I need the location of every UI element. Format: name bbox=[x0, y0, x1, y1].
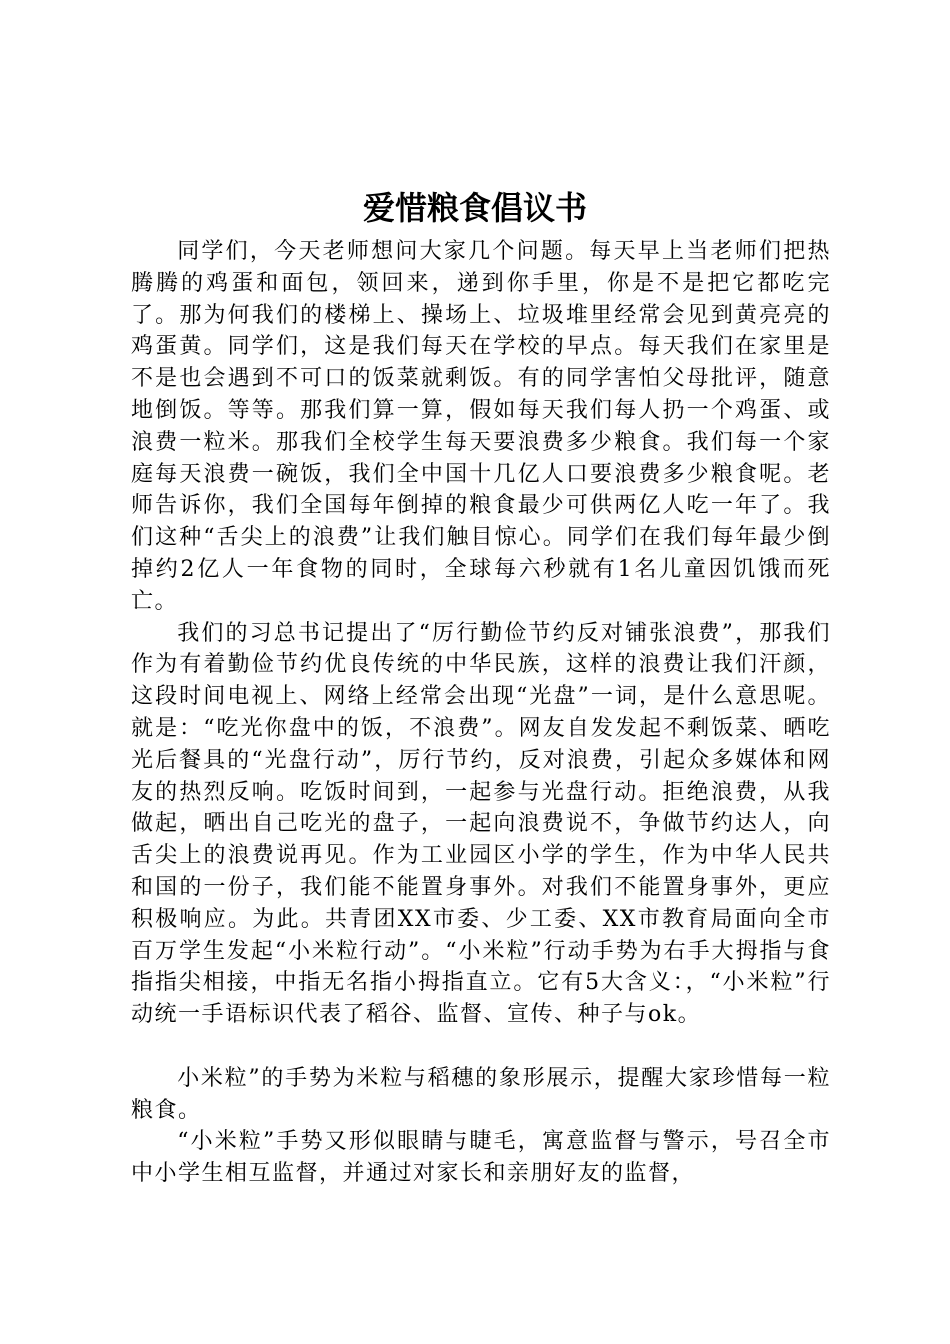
paragraph-rice-grain-meaning: 小米粒”的手势为米粒与稻穗的象形展示，提醒大家珍惜每一粒粮食。 bbox=[131, 1065, 831, 1123]
document-body bbox=[131, 236, 831, 1190]
paragraph-questions: 同学们，今天老师想问大家几个问题。每天早上当老师们把热腾腾的鸡蛋和面包，领回来，递到你手里，你是不是把它都吃完了。那为何我们的楼梯上、操场上、垃圾堆里经常会见到黄亮亮的鸡蛋黄。同学们，这是我们每天在学校的早点。每天我们在家里是不是也会遇到不可口的饭菜就剩饭。有的同学害怕父母批评，随意地倒饭。等等。那我们算一算，假如每天我们每人扔一个鸡蛋、或浪费一粒米。那我们全校学生每天要浪费多少粮食。我们每一个家庭每天浪费一碗饭，我们全中国十几亿人口要浪费多少粮食呢。老师告诉你，我们全国每年倒掉的粮食最少可供两亿人吃一年了。我们这种“舌尖上的浪费”让我们触目惊心。同学们在我们每年最少倒掉约2亿人一年食物的同时，全球每六秒就有1名儿童因饥饿而死亡。 bbox=[131, 239, 831, 614]
document-title: 爱惜粮食倡议书 bbox=[362, 189, 587, 227]
paragraph-spacer bbox=[131, 1031, 831, 1063]
paragraph-supervision-meaning: “小米粒”手势又形似眼睛与睫毛，寓意监督与警示，号召全市中小学生相互监督，并通过对家长和亲朋好友的监督， bbox=[131, 1129, 831, 1187]
paragraph-clean-plate-campaign: 我们的习总书记提出了“厉行勤俭节约反对铺张浪费”，那我们作为有着勤俭节约优良传统的中华民族，这样的浪费让我们汗颜，这段时间电视上、网络上经常会出现“光盘”一词，是什么意思呢。就是：“吃光你盘中的饭，不浪费”。网友自发发起不剩饭菜、晒吃光后餐具的“光盘行动”，厉行节约，反对浪费，引起众多媒体和网友的热烈反响。吃饭时间到，一起参与光盘行动。拒绝浪费，从我做起，晒出自己吃光的盘子，一起向浪费说不，争做节约达人，向舌尖上的浪费说再见。作为工业园区小学的学生，作为中华人民共和国的一份子，我们能不能置身事外。对我们不能置身事外，更应积极响应。为此。共青团XX市委、少工委、XX市教育局面向全市百万学生发起“小米粒行动”。“小米粒”行动手势为右手大拇指与食指指尖相接，中指无名指小拇指直立。它有5大含义：，“小米粒”行动统一手语标识代表了稻谷、监督、宣传、种子与ok。 bbox=[131, 620, 831, 1028]
